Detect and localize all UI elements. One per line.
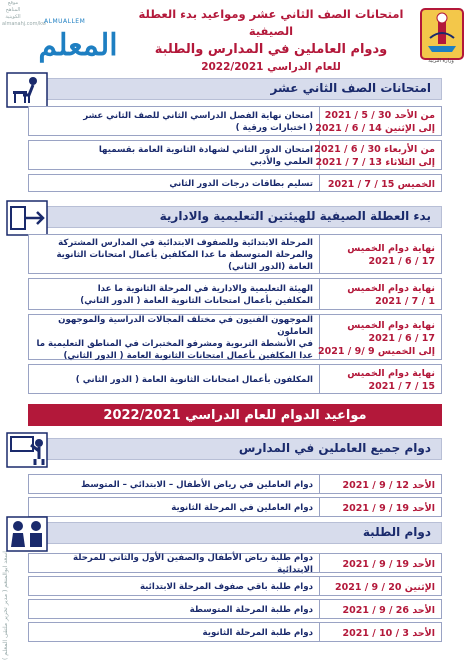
muallim-logo: [32, 14, 124, 63]
staff-row: [28, 497, 442, 517]
students-row-description: [29, 623, 321, 641]
section-exams-title: امتحانات الصف الثاني عشر: [270, 81, 431, 95]
vacation-row-description: [29, 279, 321, 309]
date-line: من الأربعاء 30 / 6 / 2021: [314, 144, 435, 155]
desc-line: والمرحلة المتوسطة ما عدا المكلفين بأعمال امتحانات الثانوية: [56, 250, 313, 260]
date-line: 17 / 6 / 2021: [368, 332, 435, 344]
vacation-row-date: [319, 315, 441, 359]
staff-row-date: [319, 475, 441, 493]
desc-line: دوام طلبة المرحلة الثانوية: [202, 628, 313, 638]
date-line: الإثنين 20 / 9 / 2021: [334, 581, 435, 593]
title-line-2: ودوام العاملين في المدارس والطلبة: [154, 42, 388, 57]
header: [6, 6, 468, 73]
title-line-1: امتحانات الصف الثاني عشر ومواعيد بدء العطلة الصيفية: [138, 7, 404, 38]
desc-line: في الأنشطة التربوية ومشرفو المختبرات في المناطق التعليمية ما: [36, 339, 313, 349]
students-row-description: [29, 600, 321, 618]
date-line: من الأحد 30 / 5 / 2021: [324, 110, 435, 121]
students-row: [28, 599, 442, 619]
muallim-logo-ar: المعلم: [38, 28, 118, 63]
exit-door-icon: [5, 199, 49, 237]
desc-line: دوام طلبة رياض الأطفال والصفين الأول والثاني للمرحلة الابتدائية: [72, 553, 313, 575]
students-row-date: [319, 623, 441, 641]
date-line: الأحد 3 / 10 / 2021: [342, 627, 435, 639]
date-line: الأحد 12 / 9 / 2021: [342, 479, 435, 491]
desc-line: امتحان نهاية الفصل الدراسي الثاني للصف الثاني عشر: [83, 111, 313, 121]
date-line: الأحد 19 / 9 / 2021: [342, 502, 435, 514]
students-row-date: [319, 600, 441, 618]
staff-row: [28, 474, 442, 494]
section-staff-header: [28, 438, 442, 460]
date-line: 17 / 6 / 2021: [368, 256, 435, 267]
students-row-date: [319, 577, 441, 595]
vacation-row-description: [29, 315, 321, 359]
section-exams-header: [28, 78, 442, 100]
title-line-3: للعام الدراسي 2022/2021: [201, 61, 341, 73]
desc-line: امتحان الدور الثاني لشهادة الثانوية العامة بقسميها: [98, 145, 313, 155]
schedule-banner-title: مواعيد الدوام للعام الدراسي 2022/2021: [103, 408, 367, 423]
staff-row-description: [29, 475, 321, 493]
exam-row: [28, 174, 442, 192]
students-row-description: [29, 577, 321, 595]
exam-row-description: [29, 175, 321, 191]
section-staff-title: دوام جميع العاملين في المدارس: [238, 441, 431, 455]
desc-line: ( اختبارات ورقية ): [235, 123, 313, 133]
exam-row-date: [315, 107, 441, 135]
vacation-row: [28, 278, 442, 310]
teacher-board-icon: [5, 431, 49, 469]
exam-row-date: [319, 175, 441, 191]
section-vacation-title: بدء العطلة الصيفية للهيئتين التعليمية والادارية: [159, 209, 431, 223]
section-students-header: [28, 522, 442, 544]
date-line: نهاية دوام الخميس: [347, 319, 435, 331]
exam-row: [28, 106, 442, 136]
desc-line: المكلفين بأعمال امتحانات الثانوية العامة ( الدور الثاني): [80, 296, 313, 306]
desc-line: دوام العاملين في رياض الأطفال – الابتدائي – المتوسط: [81, 480, 313, 490]
date-line: نهاية دوام الخميس: [347, 243, 435, 254]
students-icon: [5, 515, 49, 553]
vacation-row-date: [319, 235, 441, 273]
date-line: الخميس 15 / 7 / 2021: [327, 178, 435, 190]
exam-row: [28, 140, 442, 170]
ministry-label: وزارة التربية: [428, 58, 454, 64]
section-students-title: دوام الطلبة: [362, 525, 431, 539]
date-line: 15 / 7 / 2021: [368, 381, 435, 392]
vacation-row-date: [319, 279, 441, 309]
date-line: الأحد 26 / 9 / 2021: [342, 604, 435, 616]
exam-row-date: [314, 141, 441, 169]
schedule-banner: [28, 404, 442, 426]
desc-line: المرحلة الابتدائية وللصفوف الابتدائية في المدارس المشتركة: [58, 238, 313, 248]
students-row-date: [319, 554, 441, 572]
desc-line: العلمي والأدبي: [250, 157, 313, 167]
desc-line: تسليم بطاقات درجات الدور الثاني: [169, 179, 313, 189]
desc-line: الهيئة التعليمية والادارية في المرحلة الثانوية ما عدا: [97, 284, 313, 294]
students-row: [28, 622, 442, 642]
vacation-row: [28, 314, 442, 360]
date-line: إلى الإثنين 14 / 6 / 2021: [315, 123, 435, 134]
desc-line: المكلفون بأعمال امتحانات الثانوية العامة ( الدور الثاني ): [75, 375, 313, 385]
vacation-row-date: [319, 365, 441, 393]
exam-row-description: [29, 141, 321, 169]
students-row-description: [29, 553, 321, 575]
desc-line: دوام العاملين في المرحلة الثانوية: [171, 503, 313, 513]
desc-line: عدا المكلفين بأعمال امتحانات الثانوية العامة ( الدور الثاني): [63, 351, 313, 361]
vacation-row: [28, 364, 442, 394]
date-line: نهاية دوام الخميس: [347, 283, 435, 294]
students-row: [28, 553, 442, 573]
date-line: الأحد 19 / 9 / 2021: [342, 558, 435, 570]
exam-row-description: [29, 107, 321, 135]
ministry-emblem-icon: [420, 8, 464, 60]
staff-row-description: [29, 498, 321, 516]
desc-line: دوام طلبة المرحلة المتوسطة: [189, 605, 313, 615]
desc-line: الموجهون الفنيون في مختلف المجالات الدراسية والموجهون العاملون: [58, 315, 313, 337]
desk-student-icon: [5, 71, 49, 109]
site-watermark[interactable]: موقع المناهج الكويتية almanahj.com/kw: [2, 0, 47, 27]
section-vacation-header: [28, 206, 442, 228]
students-row: [28, 576, 442, 596]
muallim-logo-en: ALMUALLEM: [44, 18, 86, 25]
author-note: اسعد ابوالمنعم ( مدير تحرير ملتقى المعلم ): [2, 551, 9, 660]
date-line: نهاية دوام الخميس: [347, 368, 435, 379]
staff-row-date: [319, 498, 441, 516]
desc-line: العامة (الدور الثاني): [228, 262, 313, 272]
vacation-row-description: [29, 365, 321, 393]
date-line: إلى الخميس 9 /9 / 2021: [318, 345, 435, 357]
vacation-row: [28, 234, 442, 274]
date-line: 1 / 7 / 2021: [375, 296, 435, 307]
desc-line: دوام طلبة باقي صفوف المرحلة الابتدائية: [139, 582, 313, 592]
vacation-row-description: [29, 235, 321, 273]
page-title: [126, 6, 416, 75]
date-line: إلى الثلاثاء 13 / 7 / 2021: [315, 157, 435, 168]
